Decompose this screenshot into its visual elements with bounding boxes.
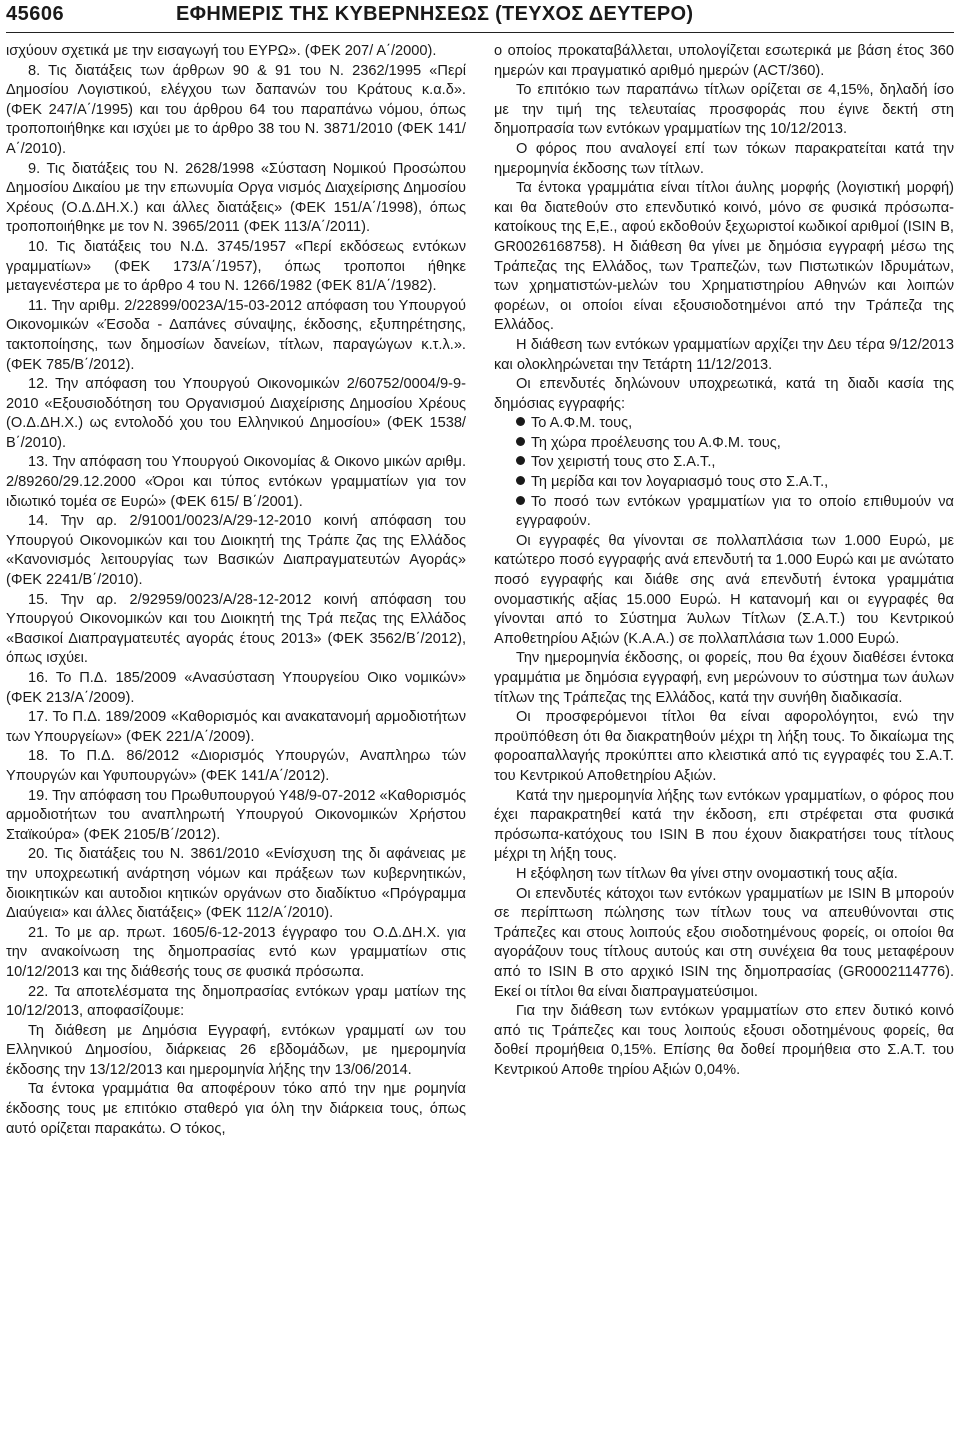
page-number: 45606 [6,3,65,25]
paragraph: Τη διάθεση με Δημόσια Εγγραφή, εντόκων γραμματί ων του Ελληνικού Δημοσίου, διάρκειας 26 εβδομάδων, με ημερομηνία έκδοσης την 13/12/2013 και ημερομηνία λήξης την 13/06/2014. [6,1022,466,1078]
paragraph: 19. Την απόφαση του Πρωθυπουργού Υ48/9-07-2012 «Καθορισμός αρμοδιοτήτων του αναπληρωτή Υπουργού Οικονομικών Χρήστου Σταϊκούρα» (ΦΕΚ 2105/Β΄/2012). [6,787,466,843]
bullet-item [494,493,954,532]
paragraph: Η διάθεση των εντόκων γραμματίων αρχίζει την Δευ τέρα 9/12/2013 και ολοκληρώνεται την Τετάρτη 11/12/2013. [494,336,954,373]
paragraph: 14. Την αρ. 2/91001/0023/Α/29-12-2010 κοινή απόφαση του Υπουργού Οικονομικών και του Διοικητή της Τράπε ζας της Ελλάδος «Κανονισμός λειτουργίας των Βασικών Διαπραγματευτών Αγοράς» (ΦΕΚ 2241/Β΄/2010). [6,513,466,589]
paragraph: ο οποίος προκαταβάλλεται, υπολογίζεται εσωτερικά με βάση έτος 360 ημερών και πραγματικό αριθμό ημερών (ACT/360). [494,43,954,79]
left-column [6,42,466,1139]
paragraph: Τα έντοκα γραμμάτια θα αποφέρουν τόκο από την ημε ρομηνία έκδοσης τους με επιτόκιο σταθερό για όλη την διάρκεια τους, όπως αυτό ορίζεται παρακάτω. Ο τόκος, [6,1081,466,1137]
bullet-icon [516,456,525,465]
bullet-item [494,453,954,473]
bullet-item [494,434,954,454]
paragraph: Για την διάθεση των εντόκων γραμματίων στο επεν δυτικό κοινό από τις Τράπεζες και τους λοιπούς εξουσι οδοτημένους φορείς, θα δοθεί προμήθεια 0,15%. Επίσης θα δοθεί προμήθεια στο Σ.Α.Τ. του Κεντρικού Αποθε τηρίου Αξιών 0,04%. [494,1003,954,1078]
paragraph: Οι εγγραφές θα γίνονται σε πολλαπλάσια των 1.000 Ευρώ, με κατώτερο ποσό εγγραφής ανά επενδυτή τα 1.000 Ευρώ και με ανώτατο ποσό εγγραφής και διάθε σης ανά επενδυτή έντοκα γραμμάτια ονομαστικής αξίας 15.000 Ευρώ. Η κατανομή και οι εγγραφές θα γίνονται από το Σύστημα Άυλων Τίτλων (Σ.Α.Τ.) του Κεντρικού Αποθετηρίου Αξιών (Κ.Α.Α.) σε πολλαπλάσια των 1.000 Ευρώ. [494,532,954,647]
bullet-text: Τον χειριστή τους στο Σ.Α.Τ., [531,454,716,471]
bullet-text: Τη χώρα προέλευσης του Α.Φ.Μ. τους, [531,434,781,451]
bullet-icon [516,437,525,446]
bullet-text: Τη μερίδα και τον λογαριασμό τους στο Σ.Α.Τ., [531,474,829,491]
paragraph: 16. Το Π.Δ. 185/2009 «Ανασύσταση Υπουργείου Οικο νομικών» (ΦΕΚ 213/Α΄/2009). [6,670,466,706]
bullet-icon [516,496,525,505]
paragraph: Οι επενδυτές δηλώνουν υποχρεωτικά, κατά τη διαδι κασία της δημόσιας εγγραφής: [494,376,954,412]
paragraph: Την ημερομηνία έκδοσης, οι φορείς, που θα έχουν διαθέσει έντοκα γραμμάτια με δημόσια εγγραφή, ενη μερώνουν το σύστημα των άυλων τίτλων της Τράπεζας της Ελλάδος, κατά την συνήθη διαδικασία. [494,650,954,706]
bullet-icon [516,417,525,426]
paragraph: 10. Τις διατάξεις του Ν.Δ. 3745/1957 «Περί εκδόσεως εντόκων γραμματίων» (ΦΕΚ 173/Α΄/1957), όπως τροποποι ήθηκε μεταγενέστερα με το άρθρο 4 του Ν. 1266/1982 (ΦΕΚ 81/Α΄/1982). [6,238,466,295]
paragraph: Ο φόρος που αναλογεί επί των τόκων παρακρατείται κατά την ημερομηνία έκδοσης των τίτλων. [494,140,954,177]
paragraph: 9. Τις διατάξεις του Ν. 2628/1998 «Σύσταση Νομικού Προσώπου Δημοσίου Δικαίου με την επωνυμία Οργα νισμός Διαχείρισης Δημοσίου Χρέους (Ο.Δ.ΔΗ.Χ.) και άλλες διατάξεις» (ΦΕΚ 151/Α΄/1998), όπως τροποποιήθηκε με τον Ν. 3965/2011 (ΦΕΚ 113/Α΄/2011). [6,160,466,236]
bullet-item [494,473,954,493]
bullet-text: Το ποσό των εντόκων γραμματίων για το οποίο επιθυμούν να εγγραφούν. [516,493,954,530]
journal-title: ΕΦΗΜΕΡΙΣ ΤΗΣ ΚΥΒΕΡΝΗΣΕΩΣ (ΤΕΥΧΟΣ ΔΕΥΤΕΡΟ) [176,3,694,25]
paragraph: 15. Την αρ. 2/92959/0023/Α/28-12-2012 κοινή απόφαση του Υπουργού Οικονομικών και του Διοικητή της Τρά πεζας της Ελλάδος «Βασικοί Διαπραγματευτές αγοράς έτους 2013» (ΦΕΚ 3562/Β΄/2012), όπως ισχύει. [6,591,466,667]
bullet-item [494,414,954,434]
page-header [0,0,960,36]
paragraph: 18. Το Π.Δ. 86/2012 «Διορισμός Υπουργών, Αναπληρω τών Υπουργών και Υφυπουργών» (ΦΕΚ 141/Α΄/2012). [6,748,466,784]
paragraph: 12. Την απόφαση του Υπουργού Οικονομικών 2/60752/0004/9-9-2010 «Εξουσιοδότηση του Οργανισμού Διαχείρισης Δημοσίου Χρέους (Ο.Δ.ΔΗ.Χ.) ως εντολοδό χου του Ελληνικού Δημοσίου» (ΦΕΚ 1538/Β΄/2010). [6,376,466,451]
paragraph: 8. Τις διατάξεις των άρθρων 90 & 91 του Ν. 2362/1995 «Περί Δημοσίου Λογιστικού, ελέγχου των δαπανών του Κράτους κ.α.δ». (ΦΕΚ 247/Α΄/1995) και του άρθρου 64 του παραπάνω νόμου, όπως τροποποιήθηκε και ισχύει με το άρθρο 38 του Ν. 3871/2010 (ΦΕΚ 141/Α΄/2010). [6,62,466,157]
paragraph: ισχύουν σχετικά με την εισαγωγή του ΕΥΡΩ». (ΦΕΚ 207/ Α΄/2000). [6,43,437,59]
paragraph: 21. Το με αρ. πρωτ. 1605/6-12-2013 έγγραφο του Ο.Δ.ΔΗ.Χ. για την ανακοίνωση της δημοπρασίας εντό κων γραμματίων στις 10/12/2013 και της διάθεσής τους σε φυσικά πρόσωπα. [6,924,466,980]
header-rule [6,32,954,33]
paragraph: Η εξόφληση των τίτλων θα γίνει στην ονομαστική τους αξία. [516,865,898,882]
paragraph: 13. Την απόφαση του Υπουργού Οικονομίας & Οικονο μικών αριθμ. 2/89260/29.12.2000 «Όροι και τύπος εντόκων γραμματίων για τον ιδιωτικό τομέα σε Ευρώ» (ΦΕΚ 615/ Β΄/2001). [6,454,466,510]
paragraph: 11. Την αριθμ. 2/22899/0023Α/15-03-2012 απόφαση του Υπουργού Οικονομικών «Έσοδα - Δαπάνες σύναψης, έκδοσης, εξυπηρέτησης, τακτοποίησης, των δημοσίων δανείων, τίτλων, παραγώγων κ.τ.λ.». (ΦΕΚ 785/Β΄/2012). [6,297,466,373]
bullet-icon [516,476,525,485]
right-column [494,42,954,1080]
paragraph: Το επιτόκιο των παραπάνω τίτλων ορίζεται σε 4,15%, δηλαδή ίσο με την τιμή της τελευταίας προσφοράς που έγινε δεκτή στη δημοπρασία των εντόκων γραμματίων της 10/12/2013. [494,82,954,138]
paragraph: Οι προσφερόμενοι τίτλοι θα είναι αφορολόγητοι, ενώ την προϋπόθεση ότι θα διακρατηθούν μέχρι τη λήξη τους. Το δικαίωμα της φοροαπαλλαγής προκύπτει απο κλειστικά από τις εγγραφές του Σ.Α.Τ. του Κεντρικού Αποθετηρίου Αξιών. [494,709,954,784]
paragraph: 22. Τα αποτελέσματα της δημοπρασίας εντόκων γραμ ματίων της 10/12/2013, αποφασίζουμε: [6,983,466,1020]
paragraph: Κατά την ημερομηνία λήξης των εντόκων γραμματίων, ο φόρος που έχει παρακρατηθεί κατά την έκδοση, επι στρέφεται στα φυσικά πρόσωπα-κατόχους του ISIN B που έχουν διακρατήσει τους τίτλους μέχρι τη λήξη τους. [494,787,954,863]
paragraph: 20. Τις διατάξεις του Ν. 3861/2010 «Ενίσχυση της δι αφάνειας με την υποχρεωτική ανάρτηση νόμων και πράξεων των κυβερνητικών, διοικητικών και αυτοδιοι κητικών οργάνων στο διαδίκτυο «Πρόγραμμα Διαύγεια» και άλλες διατάξεις» (ΦΕΚ 112/Α΄/2010). [6,846,466,922]
paragraph: 17. Το Π.Δ. 189/2009 «Καθορισμός και ανακατανομή αρμοδιοτήτων των Υπουργείων» (ΦΕΚ 221/Α΄/2009). [6,709,466,745]
paragraph: Τα έντοκα γραμμάτια είναι τίτλοι άυλης μορφής (λογιστική μορφή) και θα διατεθούν στο επενδυτικό κοινό, μόνο σε φυσικά πρόσωπα-κατοίκους της Ε,Ε., αφού εκδοθούν ξεχωριστοί κωδικοί αριθμοί (ISIN B, GR0026168758). Η διάθεση θα γίνει με δημόσια εγγραφή μέσω της Τράπεζας της Ελλάδος, των Τραπεζών, των Πιστωτικών Ιδρυμάτων, των χρηματιστών-μελών του Χρηματιστηρίου Αθηνών και λοιπών φορέων, οι οποίοι είναι εξουσιοδοτημένοι από την Τράπεζα της Ελλάδος. [494,180,954,334]
paragraph: Οι επενδυτές κάτοχοι των εντόκων γραμματίων με ISIN B μπορούν σε περίπτωση πώλησης των τίτλων τους να απευθύνονται στις Τράπεζες και στους λοιπούς εξου σιοδοτημένους φορείς, οι οποίοι θα αγοράζουν τους τίτλους αυτούς και στη συνέχεια θα τους μεταφέρουν από το ISIN B στο αρχικό ISIN της δημοπρασίας (GR0002114776). Εκεί οι τίτλοι θα είναι διαπραγματεύσιμοι. [494,885,954,1000]
bullet-text: Το Α.Φ.Μ. τους, [531,415,633,432]
